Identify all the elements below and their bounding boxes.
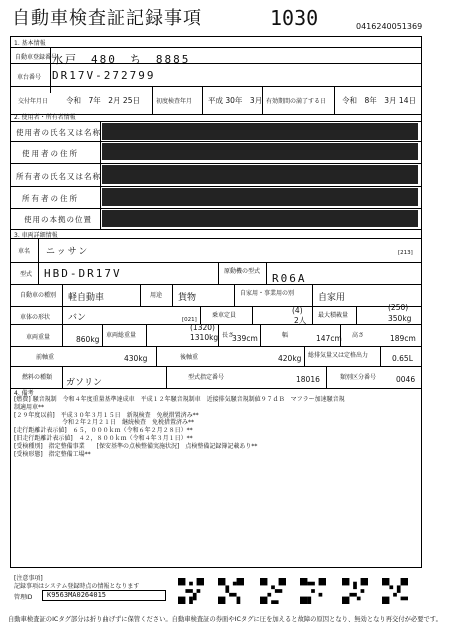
use-label: 用途 <box>150 292 163 299</box>
capacity-label: 乗車定員 <box>212 312 237 319</box>
length-value: 339cm <box>232 334 258 343</box>
handwritten-number: 1030 <box>270 6 319 30</box>
rear-axle-label: 後軸重 <box>180 354 199 361</box>
remark-line: [燃費] 騒音規制 令和４年度重量基準達成車 平成１２年騒音規制車 近接排気騒音規制値９７ｄＢ マフラー加速騒音規 <box>14 396 345 403</box>
body-value: バン <box>68 313 87 323</box>
body-label: 車体の形状 <box>20 314 51 321</box>
height-value: 189cm <box>390 334 416 343</box>
use-value: 貨物 <box>178 293 197 303</box>
front-axle-label: 前軸重 <box>36 354 55 361</box>
remark-line: [受検種別] 指定整備事業 [保安基準の点検整備実施状況] 点検整備記録簿記載あり** <box>14 442 258 450</box>
max-load-label: 最大積載量 <box>318 312 349 319</box>
model-label: 型式 <box>20 271 33 278</box>
capacity-value: 2人 <box>294 316 307 325</box>
remark-line: 制適用車** <box>14 403 45 411</box>
qr-code-4-icon <box>300 578 326 604</box>
category-value: 0046 <box>396 375 416 384</box>
section-owner-header: 2. 使用者・所有者情報 <box>14 114 76 121</box>
mgmt-id-value: K9563MA0264015 <box>42 590 166 601</box>
section-remarks-header: 4. 備考 <box>14 390 34 397</box>
mgmt-id-label: 管理ID <box>14 594 33 601</box>
redacted-user-address <box>102 143 418 160</box>
category-label: 類別区分番号 <box>340 374 377 381</box>
first-reg-value: 平成 30年 3月 <box>208 96 263 105</box>
qr-code-1-icon <box>178 578 204 604</box>
width-label: 幅 <box>282 332 289 339</box>
type-value: 軽自動車 <box>68 293 105 303</box>
footer-notice: 自動車検査証のICタグ部分は折り曲げずに保管ください。自動車検査証の券面やICタグに圧を加えると故障の原因となり、無効となり再交付が必要です。 <box>8 616 442 623</box>
first-reg-label: 初度検査年月 <box>156 98 193 105</box>
redacted-user-name <box>102 123 418 140</box>
remarks-block <box>14 396 414 458</box>
height-label: 高さ <box>352 332 365 339</box>
type-label: 自動車の種別 <box>20 292 57 299</box>
maker-code: [213] <box>398 250 413 256</box>
length-label: 長さ <box>222 332 235 339</box>
maker-label: 車名 <box>18 248 31 255</box>
chassis-value: DR17V-272799 <box>52 69 156 82</box>
maker-value: ニッサン <box>46 247 90 257</box>
fuel-value: ガソリン <box>66 378 103 388</box>
gvw-paren: (1320) <box>190 323 215 332</box>
remark-line: [２９年度以前] 平成３０年３月１５日 新規検査 免税措置済み** <box>14 411 199 419</box>
notes-header: [注意事項] <box>14 575 43 582</box>
owner-address-label: 所有者の住所 <box>22 194 79 203</box>
capacity-paren: (4) <box>292 306 303 315</box>
weight-value: 860kg <box>76 335 100 344</box>
width-value: 147cm <box>316 334 342 343</box>
qr-code-5-icon <box>342 578 368 604</box>
business-value: 自家用 <box>318 293 346 303</box>
front-axle-value: 430kg <box>124 354 148 363</box>
body-code: [021] <box>182 317 197 323</box>
remark-line: [受検形態] 指定整備工場** <box>14 450 91 458</box>
type-designation-value: 18016 <box>296 375 320 384</box>
displacement-value: 0.65L <box>392 354 413 363</box>
gvw-value: 1310kg <box>190 333 219 342</box>
document-title: 自動車検査証記録事項 <box>12 8 202 29</box>
qr-code-2-icon <box>218 578 244 604</box>
notes-text: 記録事項はシステム登録時点の情報となります <box>14 583 140 590</box>
remark-line: [走行距離計表示値] ６５，０００ｋｍ（令和６年２月２８日）** <box>14 427 193 435</box>
chassis-label: 車台番号 <box>17 74 42 81</box>
qr-code-6-icon <box>382 578 408 604</box>
redacted-owner-address <box>102 188 418 206</box>
base-location-label: 使用の本拠の位置 <box>24 215 92 224</box>
remark-line: 令和２年２月２１日 継続検査 免税措置済み** <box>14 419 195 427</box>
notes-block <box>14 575 139 591</box>
gvw-label: 車両総重量 <box>106 332 137 339</box>
redacted-base-location <box>102 210 418 227</box>
type-designation-label: 型式指定番号 <box>188 374 225 381</box>
rear-axle-value: 420kg <box>278 354 302 363</box>
registration-value: 水戸 480 ち 8885 <box>52 53 191 66</box>
max-load-paren: (250) <box>388 303 409 312</box>
qr-code-3-icon <box>260 578 286 604</box>
redacted-owner-name <box>102 165 418 184</box>
engine-label: 原動機の型式 <box>224 268 261 275</box>
registration-label: 自動車登録番号 <box>15 54 58 61</box>
user-name-label: 使用者の氏名又は名称 <box>16 128 101 137</box>
business-label: 自家用・事業用の別 <box>240 290 295 297</box>
section-basic-header: 1. 基本情報 <box>14 40 46 47</box>
document-number: 0416240051369 <box>356 22 423 31</box>
engine-value: R06A <box>272 272 307 285</box>
user-address-label: 使用者の住所 <box>22 149 79 158</box>
section-vehicle-header: 3. 車両詳細情報 <box>14 232 58 239</box>
owner-name-label: 所有者の氏名又は名称 <box>16 172 101 181</box>
remark-line: [旧走行距離計表示値] ４２，８００ｋｍ（令和４年３月１日）** <box>14 434 193 442</box>
displacement-label: 総排気量又は定格出力 <box>308 352 369 359</box>
issue-date-label: 交付年月日 <box>18 98 49 105</box>
model-value: HBD-DR17V <box>44 267 122 280</box>
expiry-label: 有効期間の満了する日 <box>266 98 327 105</box>
fuel-label: 燃料の種類 <box>22 374 53 381</box>
issue-date-value: 令和 7年 2月 25日 <box>66 96 140 105</box>
expiry-value: 令和 8年 3月 14日 <box>342 96 416 105</box>
max-load-value: 350kg <box>388 314 412 323</box>
weight-label: 車両重量 <box>26 334 51 341</box>
